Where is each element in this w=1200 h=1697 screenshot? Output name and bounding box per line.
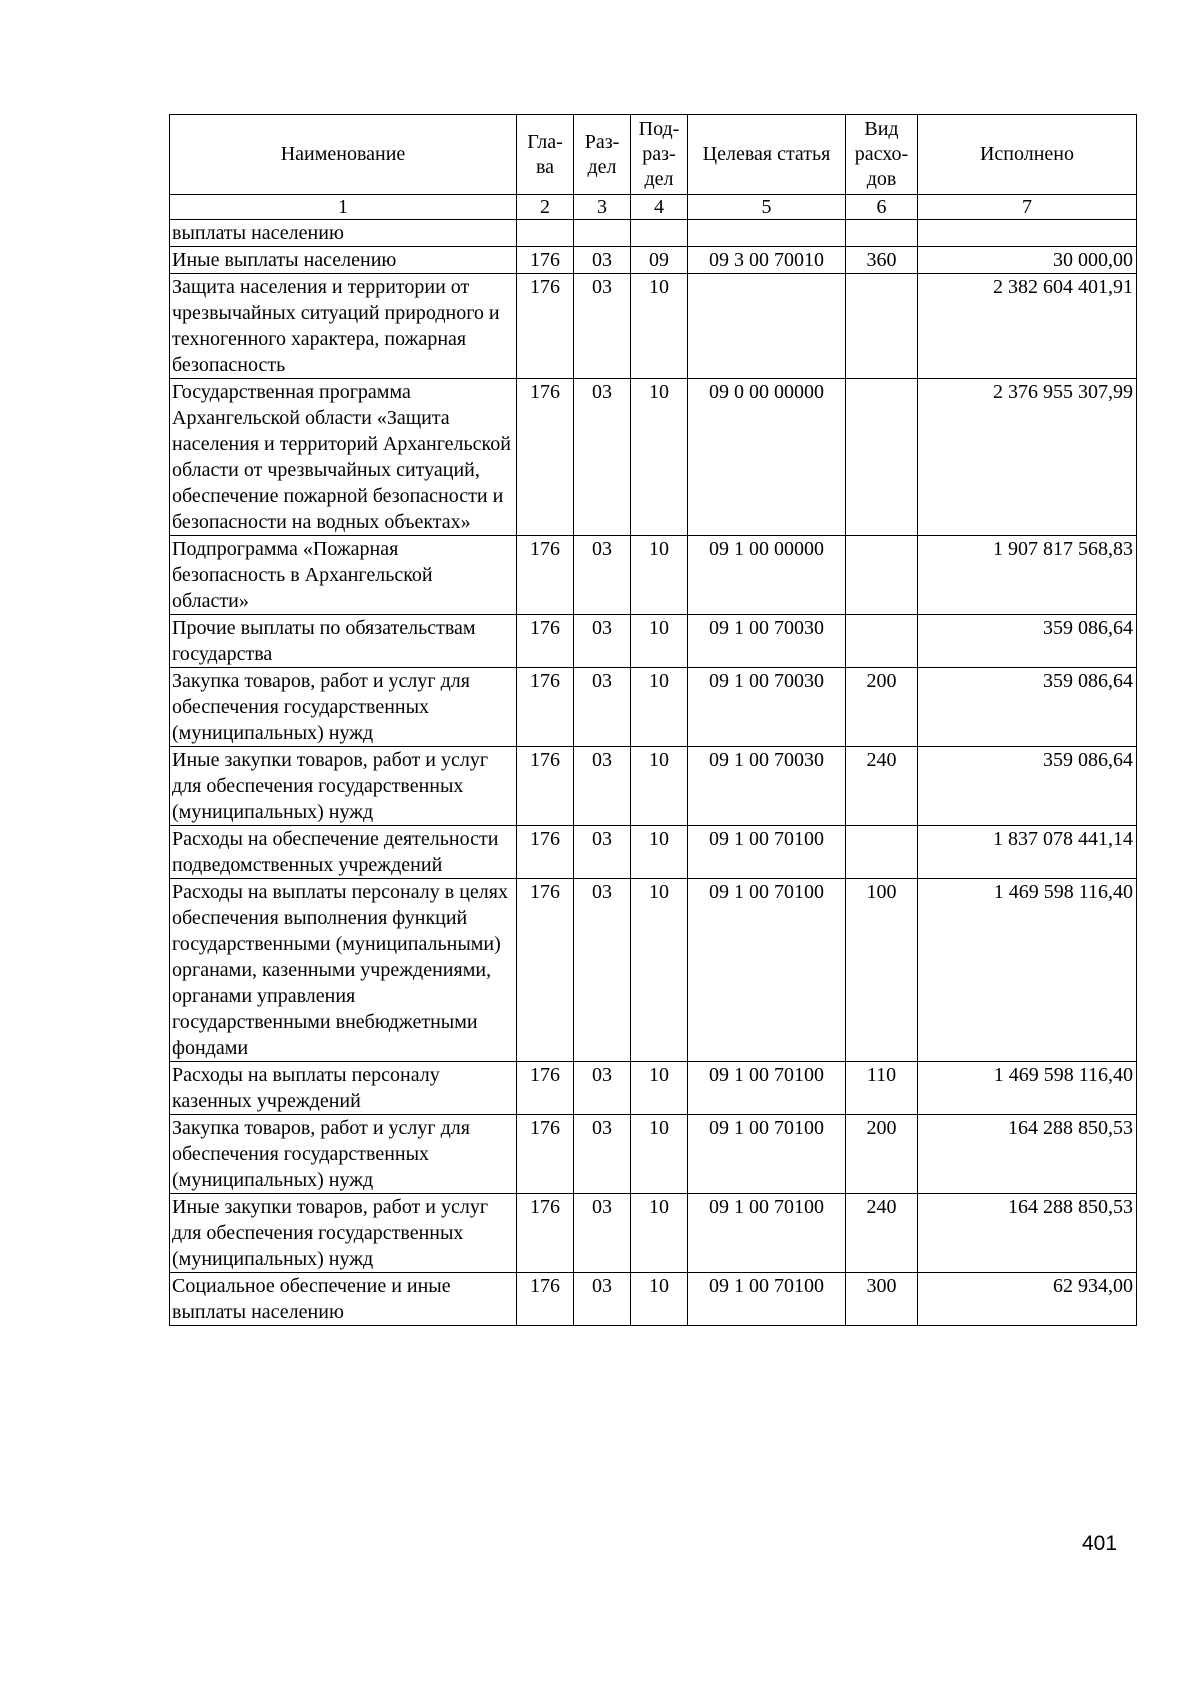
table-header-row xyxy=(170,115,1137,195)
table-row xyxy=(170,826,1137,879)
row-executed-cell: 62 934,00 xyxy=(918,1273,1137,1326)
budget-table-sheet xyxy=(169,114,1136,1326)
row-vid-cell xyxy=(846,274,918,379)
table-row xyxy=(170,668,1137,747)
row-glava-cell: 176 xyxy=(517,747,574,826)
row-name-cell: Иные выплаты населению xyxy=(170,247,517,274)
row-glava-cell: 176 xyxy=(517,274,574,379)
row-razdel-cell: 03 xyxy=(574,1115,631,1194)
row-vid-cell: 360 xyxy=(846,247,918,274)
column-number: 6 xyxy=(846,195,918,220)
row-podrazdel-cell: 10 xyxy=(631,274,688,379)
row-glava-cell: 176 xyxy=(517,1062,574,1115)
row-razdel-cell: 03 xyxy=(574,1273,631,1326)
row-vid-cell: 110 xyxy=(846,1062,918,1115)
row-name-cell: Социальное обеспечение и иные выплаты населению xyxy=(170,1273,517,1326)
row-name-cell: Расходы на обеспечение деятельности подведомственных учреждений xyxy=(170,826,517,879)
row-glava-cell: 176 xyxy=(517,1273,574,1326)
row-target-cell: 09 1 00 00000 xyxy=(688,536,846,615)
row-executed-cell: 2 382 604 401,91 xyxy=(918,274,1137,379)
column-number: 2 xyxy=(517,195,574,220)
row-vid-cell: 200 xyxy=(846,668,918,747)
row-podrazdel-cell: 10 xyxy=(631,1273,688,1326)
row-podrazdel-cell: 10 xyxy=(631,1062,688,1115)
header-executed: Исполнено xyxy=(918,115,1137,195)
row-name-cell: Закупка товаров, работ и услуг для обеспечения государственных (муниципальных) нужд xyxy=(170,1115,517,1194)
header-podrazdel: Под-раз-дел xyxy=(631,115,688,195)
table-row xyxy=(170,247,1137,274)
row-executed-cell: 359 086,64 xyxy=(918,747,1137,826)
row-target-cell: 09 1 00 70030 xyxy=(688,747,846,826)
header-vid: Вид расхо-дов xyxy=(846,115,918,195)
row-razdel-cell: 03 xyxy=(574,1062,631,1115)
row-podrazdel-cell: 10 xyxy=(631,1115,688,1194)
table-row xyxy=(170,1062,1137,1115)
row-executed-cell: 359 086,64 xyxy=(918,615,1137,668)
row-name-cell: выплаты населению xyxy=(170,220,517,247)
row-executed-cell: 359 086,64 xyxy=(918,668,1137,747)
row-target-cell xyxy=(688,220,846,247)
row-razdel-cell: 03 xyxy=(574,274,631,379)
row-executed-cell: 1 469 598 116,40 xyxy=(918,1062,1137,1115)
row-glava-cell: 176 xyxy=(517,615,574,668)
row-name-cell: Закупка товаров, работ и услуг для обеспечения государственных (муниципальных) нужд xyxy=(170,668,517,747)
row-target-cell: 09 1 00 70100 xyxy=(688,879,846,1062)
row-podrazdel-cell: 10 xyxy=(631,1194,688,1273)
row-target-cell: 09 1 00 70100 xyxy=(688,1062,846,1115)
row-glava-cell: 176 xyxy=(517,1115,574,1194)
row-name-cell: Прочие выплаты по обязательствам государства xyxy=(170,615,517,668)
row-executed-cell: 30 000,00 xyxy=(918,247,1137,274)
budget-execution-table xyxy=(169,114,1137,1326)
row-name-cell: Подпрограмма «Пожарная безопасность в Архангельской области» xyxy=(170,536,517,615)
row-name-cell: Расходы на выплаты персоналу в целях обеспечения выполнения функций государственными (муниципальными) органами, казенными учреждениями, органами управления государственными внебюджетными фондами xyxy=(170,879,517,1062)
row-target-cell xyxy=(688,274,846,379)
table-row xyxy=(170,747,1137,826)
row-razdel-cell: 03 xyxy=(574,536,631,615)
page-number: 401 xyxy=(1082,1532,1118,1555)
table-row xyxy=(170,615,1137,668)
row-executed-cell: 1 469 598 116,40 xyxy=(918,879,1137,1062)
row-vid-cell xyxy=(846,536,918,615)
row-razdel-cell: 03 xyxy=(574,826,631,879)
row-target-cell: 09 1 00 70100 xyxy=(688,826,846,879)
row-glava-cell: 176 xyxy=(517,1194,574,1273)
table-row xyxy=(170,220,1137,247)
row-razdel-cell: 03 xyxy=(574,747,631,826)
table-row xyxy=(170,1273,1137,1326)
row-glava-cell: 176 xyxy=(517,536,574,615)
row-razdel-cell: 03 xyxy=(574,668,631,747)
row-razdel-cell: 03 xyxy=(574,247,631,274)
row-executed-cell: 164 288 850,53 xyxy=(918,1115,1137,1194)
header-glava: Гла-ва xyxy=(517,115,574,195)
row-podrazdel-cell: 10 xyxy=(631,879,688,1062)
row-podrazdel-cell: 10 xyxy=(631,826,688,879)
row-podrazdel-cell: 10 xyxy=(631,668,688,747)
row-podrazdel-cell: 10 xyxy=(631,747,688,826)
row-vid-cell xyxy=(846,220,918,247)
row-executed-cell: 164 288 850,53 xyxy=(918,1194,1137,1273)
row-target-cell: 09 1 00 70030 xyxy=(688,615,846,668)
table-row xyxy=(170,879,1137,1062)
row-vid-cell xyxy=(846,379,918,536)
row-name-cell: Государственная программа Архангельской области «Защита населения и территорий Архангельской области от чрезвычайных ситуаций, обеспечение пожарной безопасности и безопасности на водных объектах» xyxy=(170,379,517,536)
column-number-row xyxy=(170,195,1137,220)
table-row xyxy=(170,379,1137,536)
row-razdel-cell: 03 xyxy=(574,1194,631,1273)
table-row xyxy=(170,1194,1137,1273)
row-vid-cell: 240 xyxy=(846,747,918,826)
row-razdel-cell: 03 xyxy=(574,615,631,668)
table-row xyxy=(170,1115,1137,1194)
row-name-cell: Иные закупки товаров, работ и услуг для обеспечения государственных (муниципальных) нужд xyxy=(170,1194,517,1273)
row-podrazdel-cell: 10 xyxy=(631,379,688,536)
row-glava-cell: 176 xyxy=(517,379,574,536)
row-executed-cell xyxy=(918,220,1137,247)
table-row xyxy=(170,274,1137,379)
row-glava-cell xyxy=(517,220,574,247)
row-target-cell: 09 0 00 00000 xyxy=(688,379,846,536)
row-podrazdel-cell: 10 xyxy=(631,615,688,668)
row-razdel-cell: 03 xyxy=(574,379,631,536)
header-target: Целевая статья xyxy=(688,115,846,195)
row-razdel-cell xyxy=(574,220,631,247)
row-vid-cell xyxy=(846,826,918,879)
row-executed-cell: 1 907 817 568,83 xyxy=(918,536,1137,615)
column-number: 1 xyxy=(170,195,517,220)
column-number: 5 xyxy=(688,195,846,220)
row-vid-cell xyxy=(846,615,918,668)
row-target-cell: 09 3 00 70010 xyxy=(688,247,846,274)
row-target-cell: 09 1 00 70100 xyxy=(688,1194,846,1273)
row-executed-cell: 2 376 955 307,99 xyxy=(918,379,1137,536)
row-vid-cell: 240 xyxy=(846,1194,918,1273)
row-podrazdel-cell: 09 xyxy=(631,247,688,274)
row-podrazdel-cell: 10 xyxy=(631,536,688,615)
header-name: Наименование xyxy=(170,115,517,195)
row-vid-cell: 300 xyxy=(846,1273,918,1326)
row-target-cell: 09 1 00 70100 xyxy=(688,1273,846,1326)
row-vid-cell: 100 xyxy=(846,879,918,1062)
row-name-cell: Защита населения и территории от чрезвычайных ситуаций природного и техногенного характера, пожарная безопасность xyxy=(170,274,517,379)
column-number: 3 xyxy=(574,195,631,220)
row-name-cell: Расходы на выплаты персоналу казенных учреждений xyxy=(170,1062,517,1115)
header-razdel: Раз-дел xyxy=(574,115,631,195)
row-executed-cell: 1 837 078 441,14 xyxy=(918,826,1137,879)
row-target-cell: 09 1 00 70030 xyxy=(688,668,846,747)
row-target-cell: 09 1 00 70100 xyxy=(688,1115,846,1194)
table-body xyxy=(170,220,1137,1326)
row-podrazdel-cell xyxy=(631,220,688,247)
row-glava-cell: 176 xyxy=(517,879,574,1062)
column-number: 7 xyxy=(918,195,1137,220)
row-vid-cell: 200 xyxy=(846,1115,918,1194)
row-glava-cell: 176 xyxy=(517,247,574,274)
row-glava-cell: 176 xyxy=(517,668,574,747)
column-number: 4 xyxy=(631,195,688,220)
row-razdel-cell: 03 xyxy=(574,879,631,1062)
table-row xyxy=(170,536,1137,615)
row-name-cell: Иные закупки товаров, работ и услуг для обеспечения государственных (муниципальных) нужд xyxy=(170,747,517,826)
row-glava-cell: 176 xyxy=(517,826,574,879)
